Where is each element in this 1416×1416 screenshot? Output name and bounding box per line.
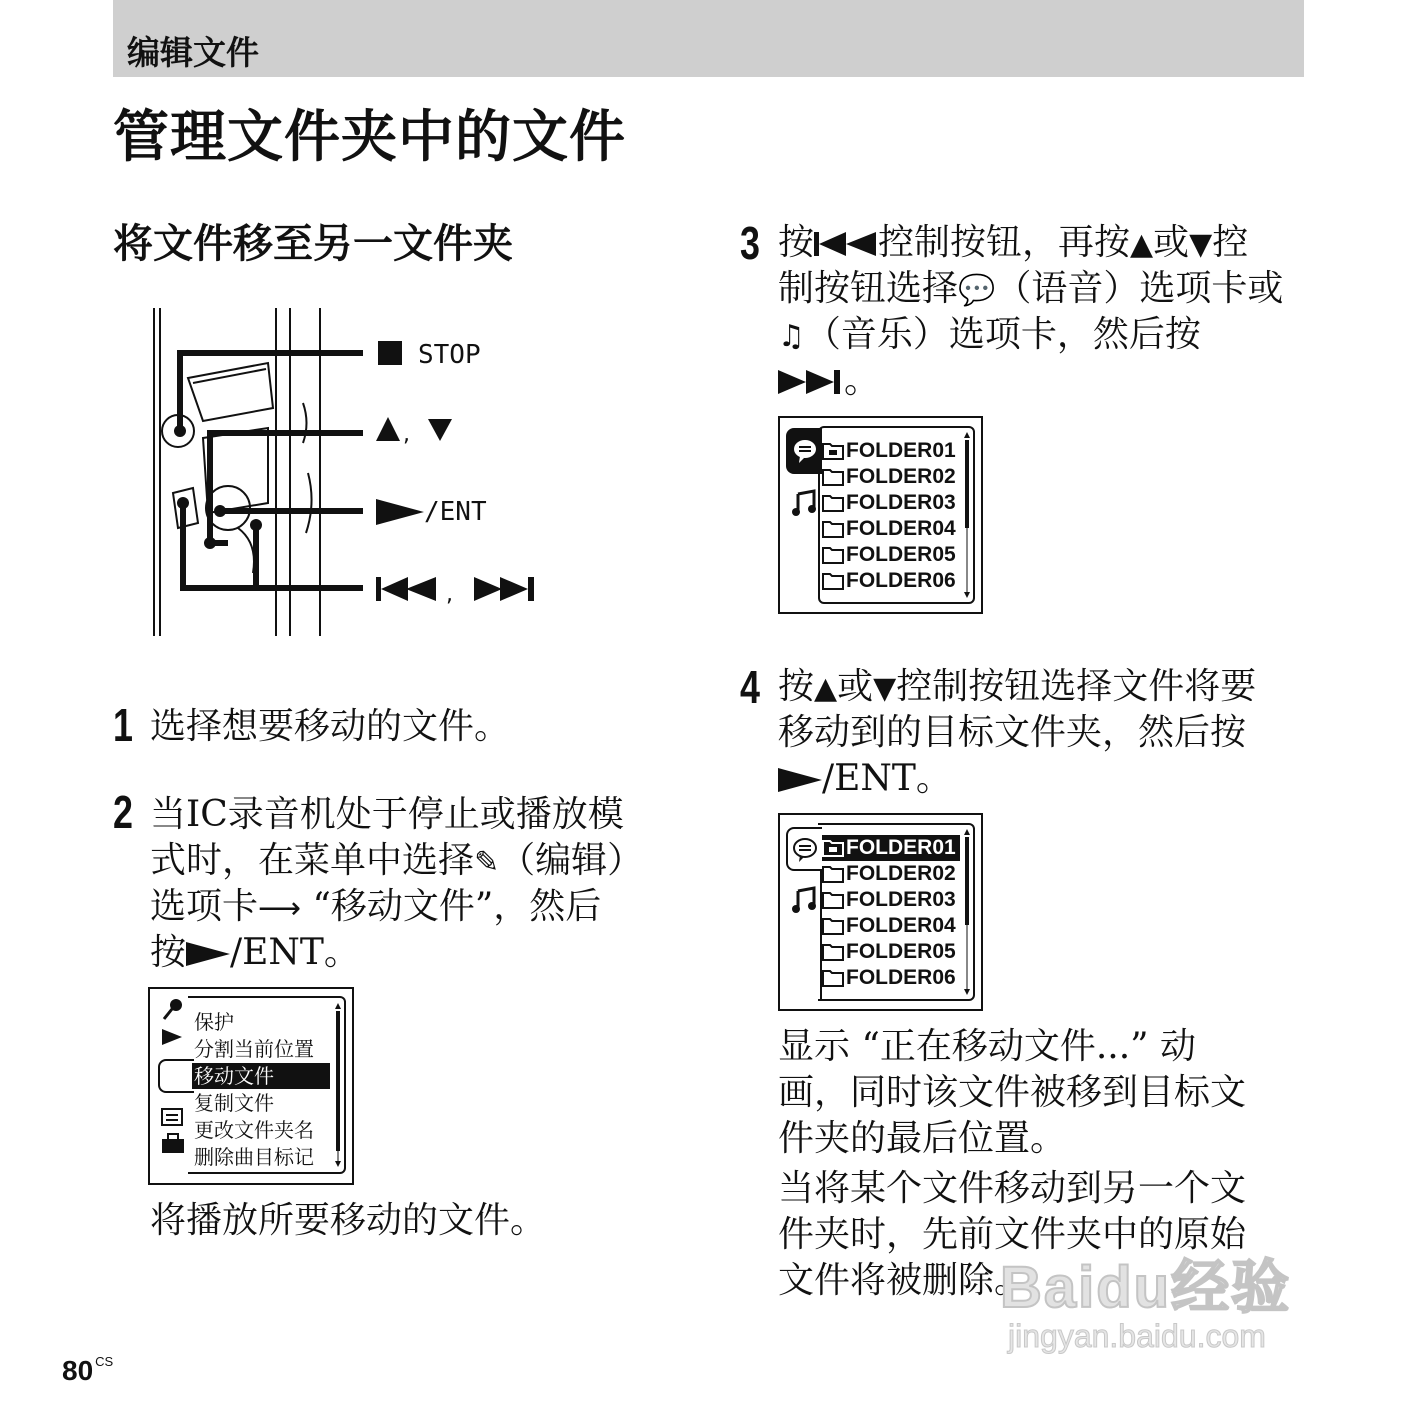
step-4-press: 按	[778, 666, 815, 707]
step-3-line-1	[778, 220, 1248, 268]
folder-icon	[822, 571, 844, 590]
prev-next-icon	[376, 575, 541, 605]
step-3-line-3	[778, 312, 1201, 360]
step-3-control: 控制按钮，再按	[878, 222, 1131, 263]
folder-row[interactable]	[822, 542, 956, 568]
page-number-suffix: CS	[95, 1354, 114, 1369]
step-2-line-2-text: 式时，在菜单中选择	[150, 840, 475, 881]
folder-row[interactable]	[822, 464, 956, 490]
folder-icon	[822, 916, 844, 935]
folder-row[interactable]	[822, 965, 956, 991]
menu-lcd-screen	[148, 987, 354, 1185]
step-4-line-1	[778, 664, 1256, 712]
folder-row[interactable]	[822, 490, 956, 516]
down-arrow-icon: ▼	[1189, 227, 1213, 262]
folder-name: FOLDER01	[846, 439, 956, 462]
folder-icon	[822, 890, 844, 909]
stop-label: STOP	[418, 340, 481, 370]
step-4-line-2: 移动到的目标文件夹，然后按	[778, 712, 1247, 753]
folder-name: FOLDER05	[846, 940, 956, 963]
folder-name: FOLDER03	[846, 491, 956, 514]
folder-icon	[822, 968, 844, 987]
device-illustration	[148, 303, 548, 638]
voice-tab	[786, 827, 822, 871]
music-tab-icon	[790, 885, 820, 915]
folder-open-icon	[822, 441, 844, 460]
scrollbar[interactable]	[963, 430, 971, 602]
folder-row[interactable]	[822, 438, 956, 464]
folder-row[interactable]	[822, 516, 956, 542]
folder-icon	[822, 493, 844, 512]
folder-name: FOLDER03	[846, 888, 956, 911]
folder-name: FOLDER04	[846, 517, 956, 540]
updown-icons	[376, 415, 456, 449]
step-4-or: 或	[837, 666, 874, 707]
folder-name: FOLDER06	[846, 966, 956, 989]
up-arrow-icon: ▲	[814, 671, 838, 706]
step-3-ctrl: 控	[1212, 222, 1249, 263]
play-icon	[376, 499, 424, 525]
folder-lcd-screen-a	[778, 416, 983, 614]
up-down-arrow-icon	[376, 415, 456, 445]
down-arrow-icon: ▼	[873, 671, 897, 706]
folder-icon	[822, 467, 844, 486]
play-icon	[186, 942, 230, 966]
play-icon	[778, 768, 822, 792]
folder-name: FOLDER01	[846, 836, 956, 859]
folder-name: FOLDER04	[846, 914, 956, 937]
menu-item[interactable]: 保护	[194, 1010, 234, 1034]
folder-row[interactable]	[822, 939, 956, 965]
voice-icon: 💬	[958, 273, 996, 308]
folder-name: FOLDER02	[846, 465, 956, 488]
menu-item[interactable]: 分割当前位置	[194, 1037, 314, 1061]
watermark-main: Baidu经验	[1000, 1255, 1292, 1320]
page-title: 管理文件夹中的文件	[113, 105, 626, 170]
step-3-music-tab: （音乐）选项卡，然后按	[804, 314, 1201, 355]
step-2-edit-tab: （编辑）	[499, 840, 644, 881]
voice-tab-icon	[790, 835, 820, 865]
step-2-note: 将播放所要移动的文件。	[150, 1200, 547, 1241]
step-2-line-1: 当IC录音机处于停止或播放模	[150, 794, 624, 835]
ent-label: /ENT	[424, 497, 487, 527]
step-3-number: 3	[740, 217, 760, 269]
menu-active-tab	[158, 1059, 194, 1093]
step-2-ent: /ENT。	[230, 932, 360, 973]
step-3-voice-tab: （语音）选项卡或	[995, 268, 1284, 309]
section-header-band	[113, 0, 1304, 77]
prev-icon	[814, 232, 878, 256]
folder-row[interactable]	[822, 913, 956, 939]
menu-item-selected[interactable]: 移动文件	[192, 1063, 330, 1089]
folder-row[interactable]	[822, 861, 956, 887]
step-2-line-4	[150, 930, 360, 976]
folder-name: FOLDER02	[846, 862, 956, 885]
next-icon	[778, 370, 844, 394]
menu-item[interactable]: 复制文件	[194, 1091, 274, 1115]
watermark-sub: jingyan.baidu.com	[1008, 1318, 1266, 1354]
folder-icon	[822, 864, 844, 883]
svg-text:,: ,	[403, 422, 410, 445]
step-1-number: 1	[113, 699, 133, 751]
step-3-press: 按	[778, 222, 815, 263]
step-3-line-2	[778, 266, 1283, 314]
step-2-line-2	[150, 838, 643, 886]
step-4-note-line-1: 显示 “正在移动文件...” 动	[778, 1026, 1197, 1067]
step-3-period: 。	[844, 360, 881, 401]
step-4-control: 控制按钮选择文件将要	[896, 666, 1257, 707]
play-ent-group	[376, 499, 424, 529]
scrollbar[interactable]	[334, 1001, 342, 1171]
folder-row[interactable]	[822, 887, 956, 913]
folder-lcd-screen-b	[778, 813, 983, 1011]
folder-icon	[822, 519, 844, 538]
step-3-or: 或	[1153, 222, 1190, 263]
scrollbar[interactable]	[963, 827, 971, 999]
step-4-line-3	[778, 756, 952, 802]
page-number	[62, 1345, 113, 1388]
step-3-select: 制按钮选择	[778, 268, 959, 309]
up-arrow-icon: ▲	[1130, 227, 1154, 262]
step-1-text: 选择想要移动的文件。	[150, 706, 511, 747]
pencil-icon: ✎	[474, 845, 500, 880]
step-2-press: 按	[150, 932, 187, 973]
prev-next-group	[376, 575, 541, 609]
step-2-line-3	[150, 884, 601, 932]
step-4-note-line-6: 文件将被删除。	[778, 1260, 1031, 1301]
step-4-note-line-2: 画，同时该文件被移到目标文	[778, 1072, 1247, 1113]
step-4-note-line-3: 件夹的最后位置。	[778, 1118, 1067, 1159]
section-title: 将文件移至另一文件夹	[113, 221, 513, 267]
step-4-ent: /ENT。	[822, 758, 952, 799]
voice-tab-icon	[790, 436, 820, 466]
arrow-right-icon: ⟶	[258, 891, 302, 926]
step-4-note-line-5: 件夹时，先前文件夹中的原始	[778, 1214, 1247, 1255]
page-number-value: 80	[62, 1355, 94, 1386]
section-header-label: 编辑文件	[127, 33, 259, 72]
stop-icon	[378, 341, 402, 365]
step-3-line-4	[778, 358, 880, 404]
baidu-watermark	[1000, 1240, 1330, 1360]
folder-row-selected[interactable]	[822, 835, 960, 861]
folder-icon	[822, 942, 844, 961]
folder-name: FOLDER05	[846, 543, 956, 566]
music-icon: ♫	[778, 319, 805, 354]
step-2-tab-word: 选项卡	[150, 886, 259, 927]
step-4-number: 4	[740, 661, 760, 713]
folder-name: FOLDER06	[846, 569, 956, 592]
voice-tab-active	[786, 428, 822, 474]
folder-open-icon	[822, 838, 844, 857]
step-2-number: 2	[113, 786, 133, 838]
step-4-note-line-4: 当将某个文件移动到另一个文	[778, 1168, 1247, 1209]
svg-text:,: ,	[446, 582, 453, 605]
step-2-move-file: “移动文件”，然后	[301, 886, 602, 927]
menu-item[interactable]: 删除曲目标记	[194, 1145, 314, 1169]
menu-item[interactable]: 更改文件夹名	[194, 1118, 314, 1142]
folder-icon	[822, 545, 844, 564]
folder-row[interactable]	[822, 568, 956, 594]
music-tab-icon	[790, 488, 820, 518]
